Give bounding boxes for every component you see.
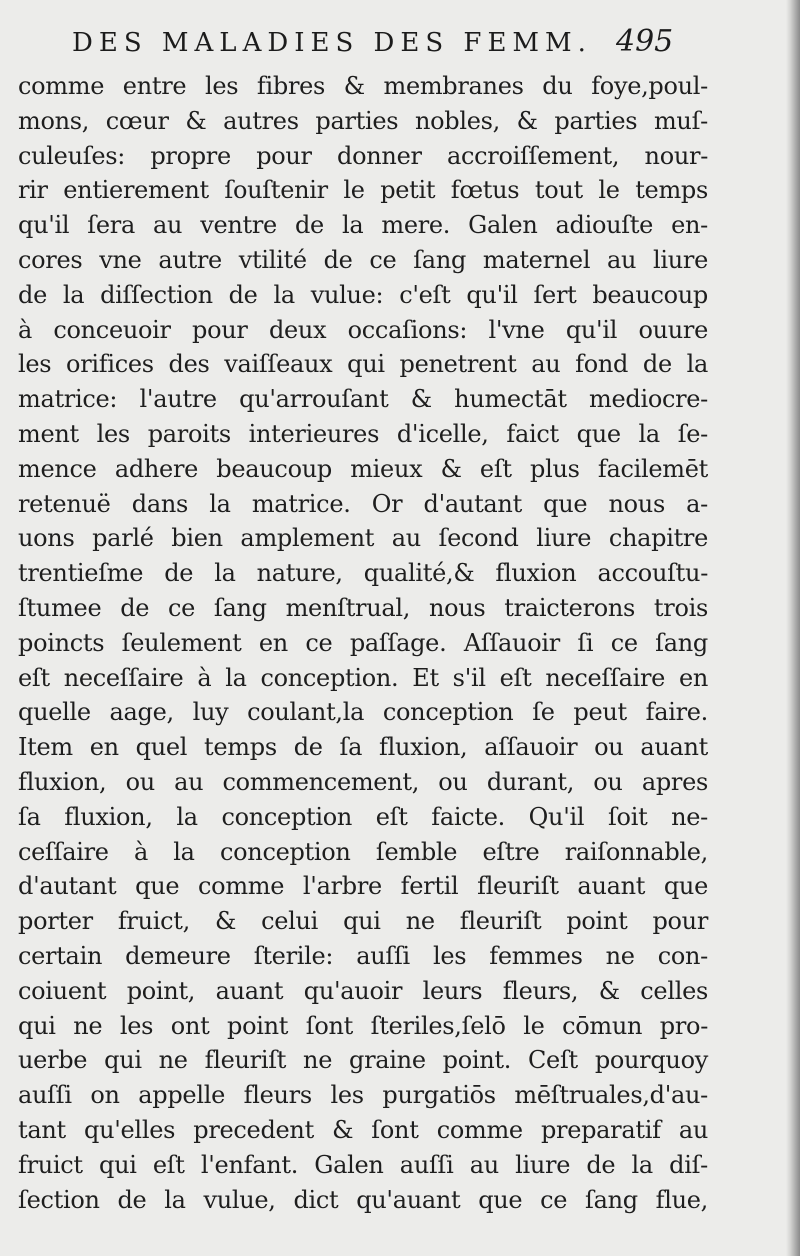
text-line: porter fruict, & celui qui ne fleuriſt point pour xyxy=(18,907,708,936)
page-edge-shadow xyxy=(786,0,800,1256)
running-head-title: DES MALADIES DES FEMM. xyxy=(72,28,592,58)
text-line: mence adhere beaucoup mieux & eſt plus facilemēt xyxy=(18,454,708,483)
text-line: eſt neceſſaire à la conception. Et s'il eſt neceſſaire en xyxy=(18,663,708,692)
text-line: mons, cœur & autres parties nobles, & parties muſ- xyxy=(18,106,708,135)
text-line: trentieſme de la nature, qualité,& fluxion accouſtu- xyxy=(18,559,708,588)
running-head xyxy=(0,22,800,72)
text-line: fruict qui eſt l'enfant. Galen auſſi au liure de la diſ- xyxy=(18,1150,708,1179)
text-line: culeuſes: propre pour donner accroiſſement, nour- xyxy=(18,141,708,170)
text-line: ſa fluxion, la conception eſt faicte. Qu'il ſoit ne- xyxy=(18,802,708,831)
text-line: ſtumee de ce ſang menſtrual, nous traicterons trois xyxy=(18,593,708,622)
text-line: quelle aage, luy coulant,la conception ſe peut faire. xyxy=(18,698,708,727)
text-line: rir entierement ſouſtenir le petit fœtus tout le temps xyxy=(18,176,708,205)
text-line: fluxion, ou au commencement, ou durant, ou apres xyxy=(18,767,708,796)
text-line: ment les paroits interieures d'icelle, faict que la ſe- xyxy=(18,419,708,448)
text-line: cores vne autre vtilité de ce ſang maternel au liure xyxy=(18,245,708,274)
text-line: les orifices des vaiſſeaux qui penetrent au fond de la xyxy=(18,350,708,379)
text-line: Item en quel temps de ſa fluxion, aſſauoir ou auant xyxy=(18,733,708,762)
text-line: ceſſaire à la conception ſemble eſtre raiſonnable, xyxy=(18,837,708,866)
text-line: matrice: l'autre qu'arrouſant & humectāt mediocre- xyxy=(18,385,708,414)
text-line: retenuë dans la matrice. Or d'autant que nous a- xyxy=(18,489,708,518)
text-line: uerbe qui ne fleuriſt ne graine point. Ceſt pourquoy xyxy=(18,1046,708,1075)
text-line: à conceuoir pour deux occaſions: l'vne qu'il ouure xyxy=(18,315,708,344)
text-line: ſection de la vulue, dict qu'auant que ce ſang flue, xyxy=(18,1185,708,1214)
text-line: coiuent point, auant qu'auoir leurs fleurs, & celles xyxy=(18,976,708,1005)
body-text xyxy=(18,69,708,1217)
text-line: qu'il ſera au ventre de la mere. Galen adiouſte en- xyxy=(18,211,708,240)
text-line: d'autant que comme l'arbre fertil fleuriſt auant que xyxy=(18,872,708,901)
text-line: comme entre les fibres & membranes du foye,poul- xyxy=(18,72,708,100)
text-line: de la diſſection de la vulue: c'eſt qu'il ſert beaucoup xyxy=(18,280,708,309)
text-line: uons parlé bien amplement au ſecond liure chapitre xyxy=(18,524,708,553)
text-line: auſſi on appelle fleurs les purgatiōs mēſtruales,d'au- xyxy=(18,1081,708,1110)
text-line: certain demeure ſterile: auſſi les femmes ne con- xyxy=(18,941,708,970)
page-number: 495 xyxy=(616,24,674,59)
text-line: tant qu'elles precedent & ſont comme preparatif au xyxy=(18,1115,708,1144)
text-line: qui ne les ont point ſont ſteriles,ſelō le cōmun pro- xyxy=(18,1011,708,1040)
text-line: poincts ſeulement en ce paſſage. Aſſauoir ſi ce ſang xyxy=(18,628,708,657)
